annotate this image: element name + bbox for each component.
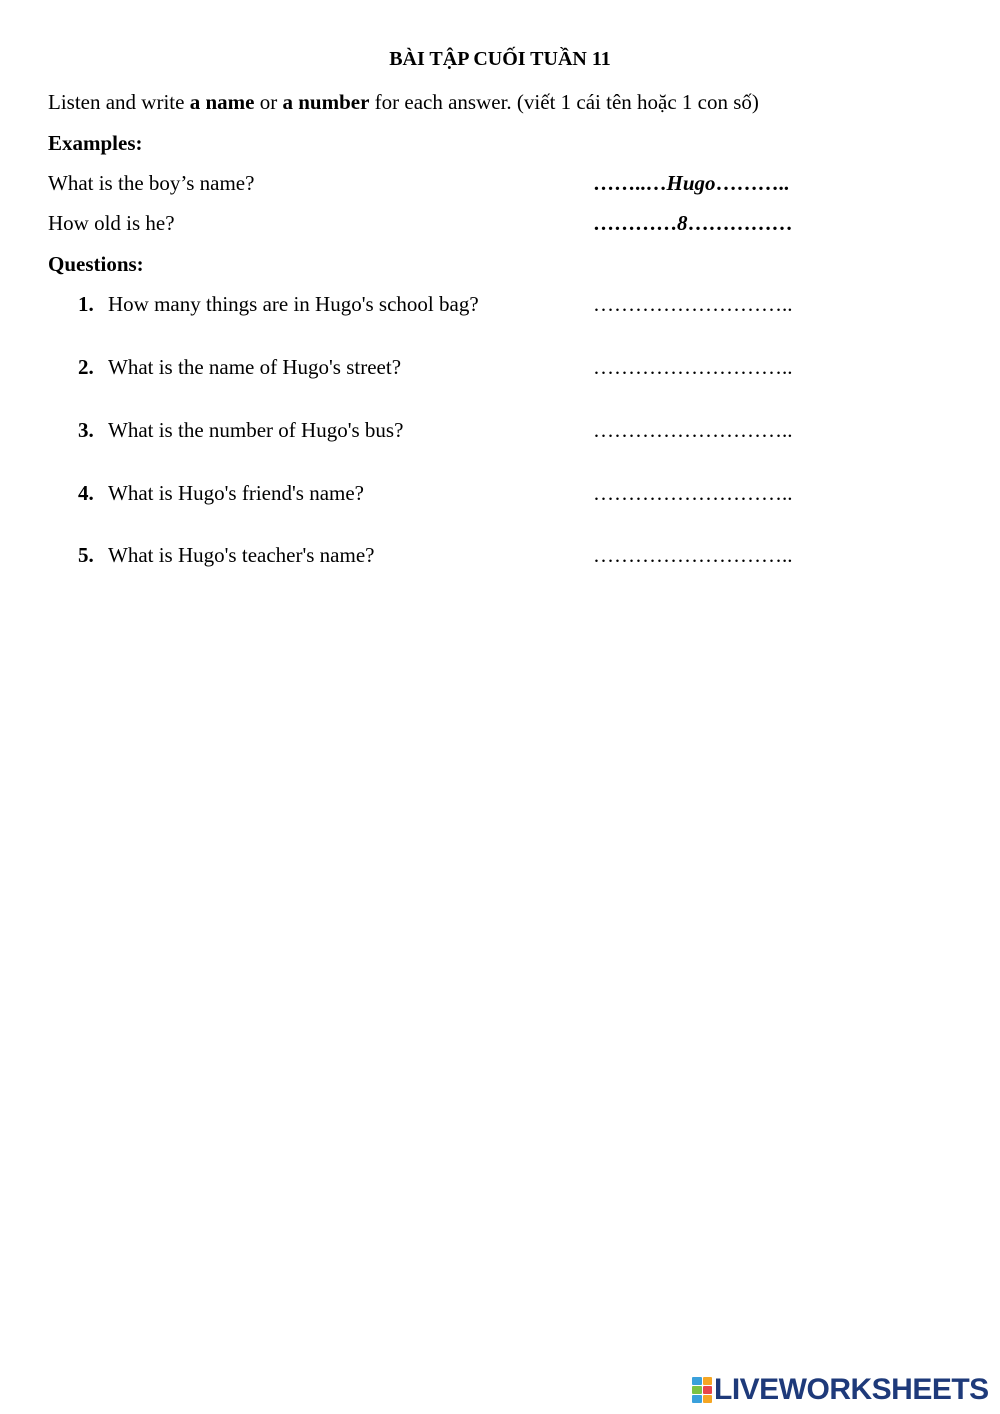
- liveworksheets-logo-icon: [692, 1377, 712, 1403]
- instruction-part1: Listen and write: [48, 90, 190, 114]
- instruction: [48, 90, 759, 115]
- page-title: BÀI TẬP CUỐI TUẦN 11: [389, 48, 611, 70]
- instruction-part3: for each answer. (viết 1 cái tên hoặc 1 con số): [369, 90, 759, 114]
- question-number: 1.: [78, 292, 94, 316]
- liveworksheets-logo-text: LIVEWORKSHEETS: [714, 1373, 989, 1406]
- instruction-part2: or: [254, 90, 283, 114]
- example-answer-dots-after: ……………: [687, 211, 793, 235]
- question-number: 4.: [78, 481, 94, 505]
- examples-heading: Examples:: [48, 131, 143, 155]
- instruction-bold-name: a name: [189, 90, 255, 114]
- example-question: How old is he?: [48, 211, 175, 235]
- example-answer-dots-after: ………..: [715, 171, 790, 195]
- example-answer-dots-before: ……..…: [593, 171, 667, 195]
- question-text: What is the number of Hugo's bus?: [108, 418, 404, 442]
- question-text: What is Hugo's friend's name?: [108, 481, 364, 505]
- instruction-bold-number: a number: [282, 90, 370, 114]
- question-number: 3.: [78, 418, 94, 442]
- example-answer-dots-before: …………: [593, 211, 677, 235]
- liveworksheets-logo: [692, 1374, 989, 1406]
- answer-blank[interactable]: ………………………..: [593, 481, 793, 505]
- answer-blank[interactable]: ………………………..: [593, 418, 793, 442]
- question-text: What is the name of Hugo's street?: [108, 355, 402, 379]
- example-answer: [593, 211, 793, 236]
- answer-blank[interactable]: ………………………..: [593, 292, 793, 316]
- question-text: What is Hugo's teacher's name?: [108, 543, 375, 567]
- example-answer: [593, 171, 789, 196]
- question-text: How many things are in Hugo's school bag?: [108, 292, 479, 316]
- questions-heading: Questions:: [48, 252, 144, 276]
- example-answer-value: 8: [677, 211, 688, 235]
- example-question: What is the boy’s name?: [48, 171, 255, 195]
- example-answer-value: Hugo: [666, 171, 716, 195]
- answer-blank[interactable]: ………………………..: [593, 355, 793, 379]
- question-number: 2.: [78, 355, 94, 379]
- answer-blank[interactable]: ………………………..: [593, 543, 793, 567]
- question-number: 5.: [78, 543, 94, 567]
